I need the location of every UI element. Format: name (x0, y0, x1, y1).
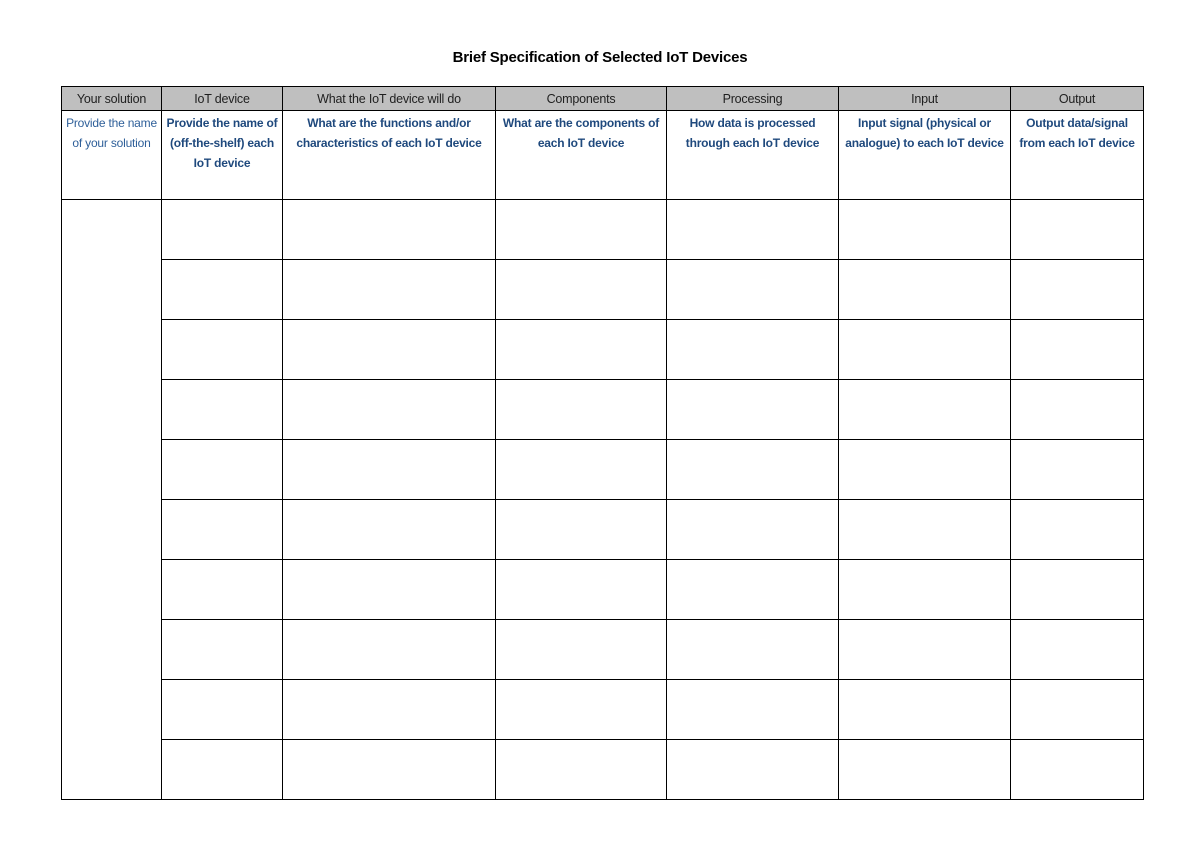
cell-input[interactable] (839, 320, 1011, 380)
description-processing: How data is processed through each IoT device (667, 111, 839, 200)
description-your-solution: Provide the name of your solution (62, 111, 162, 200)
cell-what-device-will-do[interactable] (283, 200, 496, 260)
cell-processing[interactable] (667, 620, 839, 680)
cell-input[interactable] (839, 740, 1011, 800)
cell-output[interactable] (1011, 200, 1144, 260)
table-row (62, 320, 1144, 380)
table-row (62, 560, 1144, 620)
header-output: Output (1011, 87, 1144, 111)
cell-iot-device[interactable] (162, 200, 283, 260)
cell-processing[interactable] (667, 320, 839, 380)
table-row (62, 680, 1144, 740)
cell-what-device-will-do[interactable] (283, 620, 496, 680)
cell-your-solution[interactable] (62, 200, 162, 800)
description-input: Input signal (physical or analogue) to each IoT device (839, 111, 1011, 200)
cell-components[interactable] (496, 560, 667, 620)
table-description-row (62, 111, 1144, 200)
cell-what-device-will-do[interactable] (283, 260, 496, 320)
cell-iot-device[interactable] (162, 260, 283, 320)
table-row (62, 200, 1144, 260)
cell-processing[interactable] (667, 200, 839, 260)
cell-output[interactable] (1011, 440, 1144, 500)
description-output: Output data/signal from each IoT device (1011, 111, 1144, 200)
cell-input[interactable] (839, 200, 1011, 260)
cell-iot-device[interactable] (162, 380, 283, 440)
table-header-row (62, 87, 1144, 111)
cell-what-device-will-do[interactable] (283, 560, 496, 620)
cell-what-device-will-do[interactable] (283, 380, 496, 440)
cell-what-device-will-do[interactable] (283, 440, 496, 500)
cell-processing[interactable] (667, 260, 839, 320)
table-row (62, 440, 1144, 500)
cell-output[interactable] (1011, 560, 1144, 620)
cell-iot-device[interactable] (162, 440, 283, 500)
cell-iot-device[interactable] (162, 500, 283, 560)
cell-components[interactable] (496, 320, 667, 380)
cell-components[interactable] (496, 740, 667, 800)
cell-input[interactable] (839, 560, 1011, 620)
table-row (62, 260, 1144, 320)
cell-output[interactable] (1011, 500, 1144, 560)
cell-input[interactable] (839, 260, 1011, 320)
cell-components[interactable] (496, 620, 667, 680)
header-input: Input (839, 87, 1011, 111)
header-iot-device: IoT device (162, 87, 283, 111)
cell-input[interactable] (839, 620, 1011, 680)
description-iot-device: Provide the name of (off-the-shelf) each IoT device (162, 111, 283, 200)
table-row (62, 380, 1144, 440)
cell-what-device-will-do[interactable] (283, 740, 496, 800)
cell-processing[interactable] (667, 500, 839, 560)
cell-what-device-will-do[interactable] (283, 680, 496, 740)
cell-output[interactable] (1011, 320, 1144, 380)
cell-iot-device[interactable] (162, 740, 283, 800)
cell-components[interactable] (496, 500, 667, 560)
cell-output[interactable] (1011, 620, 1144, 680)
table-row (62, 740, 1144, 800)
header-what-device-will-do: What the IoT device will do (283, 87, 496, 111)
cell-output[interactable] (1011, 740, 1144, 800)
header-components: Components (496, 87, 667, 111)
cell-input[interactable] (839, 680, 1011, 740)
header-your-solution: Your solution (62, 87, 162, 111)
cell-components[interactable] (496, 440, 667, 500)
cell-output[interactable] (1011, 260, 1144, 320)
cell-output[interactable] (1011, 380, 1144, 440)
description-components: What are the components of each IoT device (496, 111, 667, 200)
cell-input[interactable] (839, 440, 1011, 500)
table-row (62, 620, 1144, 680)
cell-output[interactable] (1011, 680, 1144, 740)
cell-processing[interactable] (667, 740, 839, 800)
description-what-device-will-do: What are the functions and/or characteristics of each IoT device (283, 111, 496, 200)
cell-what-device-will-do[interactable] (283, 500, 496, 560)
cell-components[interactable] (496, 260, 667, 320)
cell-iot-device[interactable] (162, 620, 283, 680)
cell-processing[interactable] (667, 680, 839, 740)
cell-components[interactable] (496, 200, 667, 260)
page-title: Brief Specification of Selected IoT Devices (452, 49, 748, 66)
table-row (62, 500, 1144, 560)
cell-components[interactable] (496, 680, 667, 740)
cell-input[interactable] (839, 380, 1011, 440)
cell-components[interactable] (496, 380, 667, 440)
cell-processing[interactable] (667, 380, 839, 440)
iot-spec-table (61, 86, 1144, 800)
cell-iot-device[interactable] (162, 560, 283, 620)
cell-input[interactable] (839, 500, 1011, 560)
cell-iot-device[interactable] (162, 680, 283, 740)
cell-processing[interactable] (667, 440, 839, 500)
cell-processing[interactable] (667, 560, 839, 620)
cell-what-device-will-do[interactable] (283, 320, 496, 380)
cell-iot-device[interactable] (162, 320, 283, 380)
header-processing: Processing (667, 87, 839, 111)
